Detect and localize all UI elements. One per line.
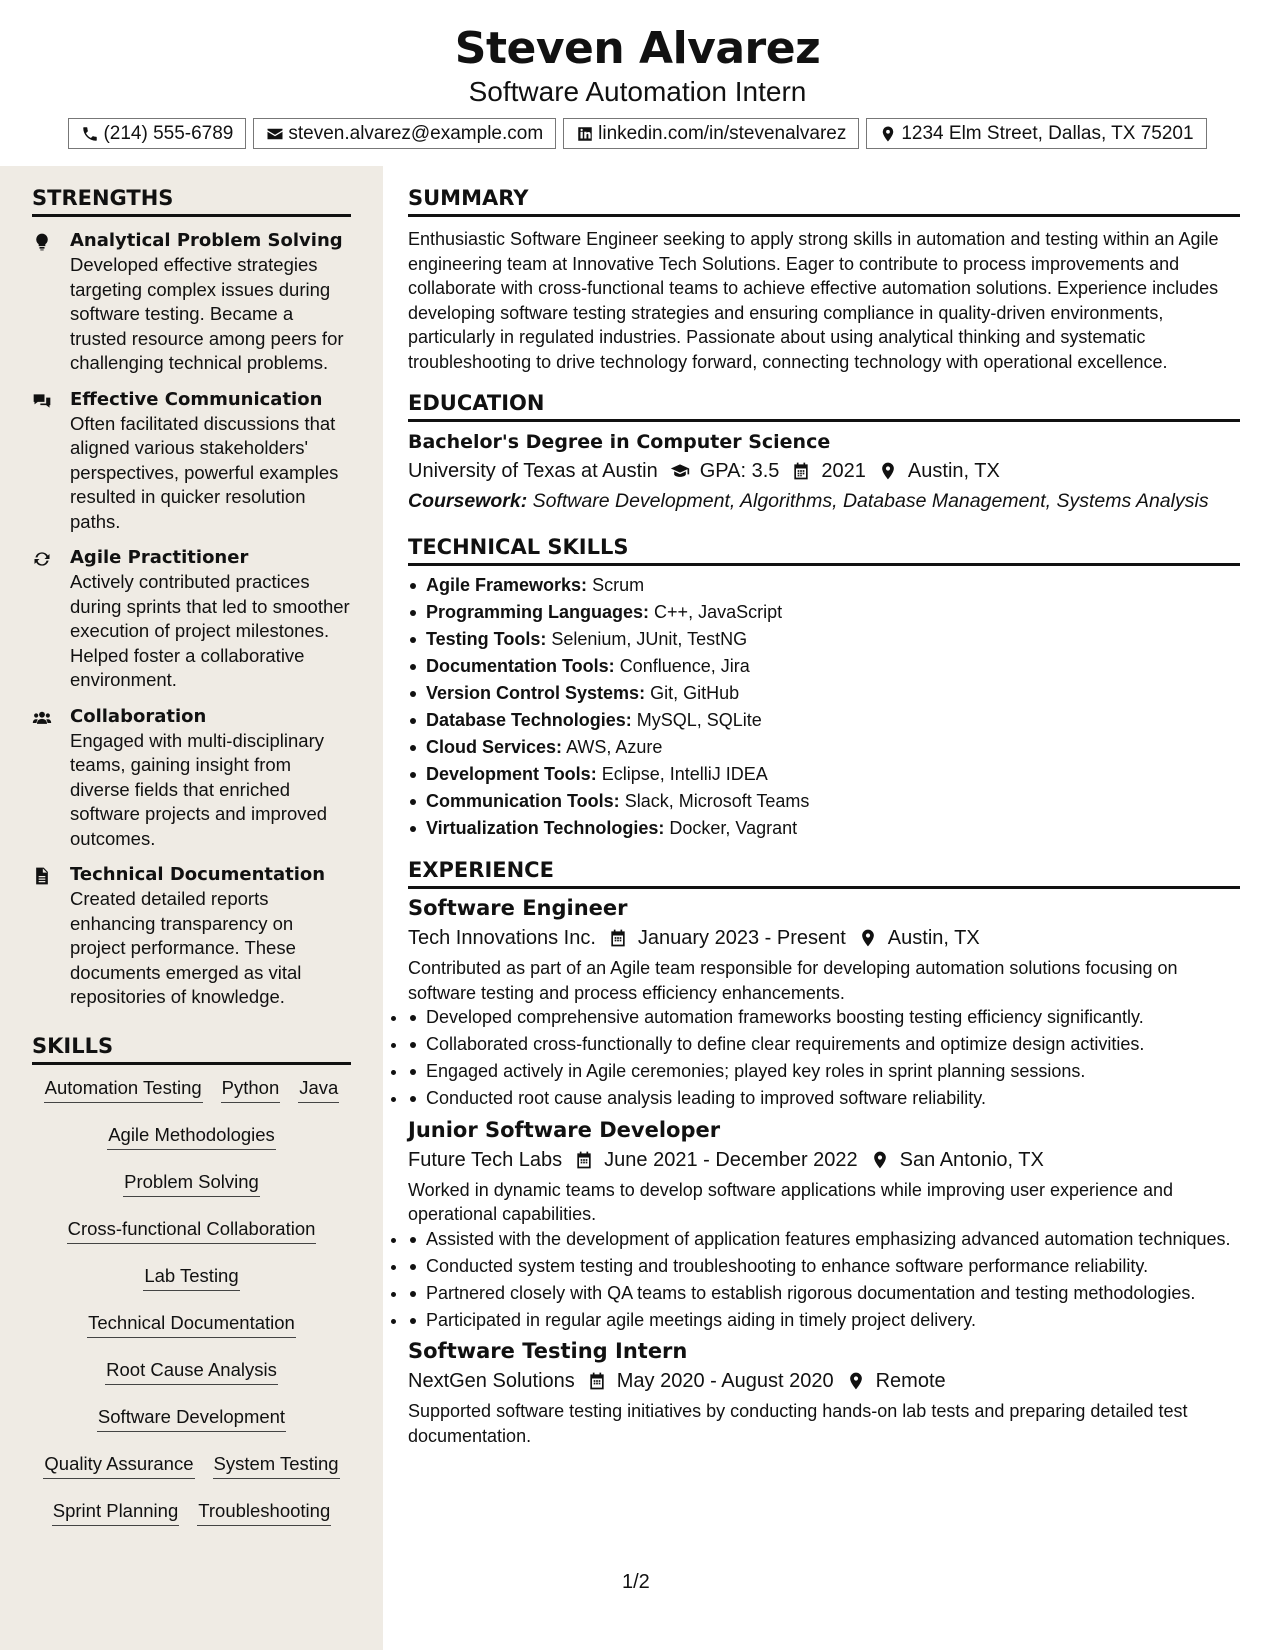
- strength-text: Created detailed reports enhancing transparency on project performance. These documents emerged as vital repositories of knowledge.: [70, 888, 302, 1007]
- graduation-cap-icon: [670, 461, 690, 481]
- strength-title: Technical Documentation: [70, 864, 326, 885]
- coursework-label: Coursework:: [408, 490, 528, 512]
- strength-item: [32, 388, 351, 535]
- list-item: [408, 788, 1240, 815]
- list-item: [408, 815, 1240, 842]
- skill-value: Scrum: [592, 575, 645, 595]
- coursework-list: Software Development, Algorithms, Database Management, Systems Analysis: [532, 490, 1209, 512]
- contact-linkedin[interactable]: [563, 118, 859, 149]
- job-meta: [408, 923, 1240, 953]
- skill-value: Docker, Vagrant: [669, 818, 798, 838]
- map-marker-icon: [879, 125, 897, 143]
- skill-chip: Root Cause Analysis: [105, 1357, 278, 1385]
- skill-label: Programming Languages:: [426, 602, 650, 622]
- strength-text: Often facilitated discussions that aligned various stakeholders' perspectives, powerful examples resulted in quicker resolution paths.: [70, 412, 339, 532]
- job-location: Remote: [875, 1370, 946, 1392]
- list-item: [408, 599, 1240, 626]
- map-marker-icon: [846, 1371, 866, 1391]
- job-bullets: [408, 1005, 1240, 1111]
- strengths-title: STRENGTHS: [32, 184, 351, 217]
- strength-item: [32, 863, 351, 1010]
- skill-value: C++, JavaScript: [654, 602, 783, 622]
- comments-icon: [32, 391, 52, 411]
- skill-value: Git, GitHub: [650, 683, 740, 703]
- sync-icon: [32, 549, 52, 569]
- strength-text: Engaged with multi-disciplinary teams, gaining insight from diverse fields that enriched software projects and improved outcomes.: [70, 729, 328, 849]
- technical-skills-section: [408, 533, 1240, 842]
- skill-chip: System Testing: [213, 1451, 340, 1479]
- document-icon: [32, 866, 52, 886]
- skill-chip: Technical Documentation: [87, 1310, 296, 1338]
- list-item: [408, 707, 1240, 734]
- calendar-icon: [587, 1371, 607, 1391]
- map-marker-icon: [858, 928, 878, 948]
- address-text: 1234 Elm Street, Dallas, TX 75201: [901, 122, 1194, 144]
- skill-chip: Troubleshooting: [197, 1498, 331, 1526]
- list-item: • Participated in regular agile meetings aiding in timely project delivery.: [408, 1308, 1240, 1333]
- skill-label: Virtualization Technologies:: [426, 818, 665, 838]
- strength-item: [32, 546, 351, 693]
- skill-value: Selenium, JUnit, TestNG: [551, 629, 748, 649]
- list-item: • Developed comprehensive automation frameworks boosting testing efficiency significantly.: [408, 1005, 1240, 1030]
- summary-title: SUMMARY: [408, 184, 1240, 217]
- phone-text: (214) 555-6789: [103, 122, 234, 144]
- education-meta: [408, 456, 1240, 486]
- school: University of Texas at Austin: [408, 460, 658, 482]
- calendar-icon: [608, 928, 628, 948]
- job-meta: [408, 1145, 1240, 1175]
- candidate-role: Software Automation Intern: [468, 76, 807, 107]
- job-bullets: [408, 1227, 1240, 1333]
- list-item: [408, 626, 1240, 653]
- strength-text: Developed effective strategies targeting complex issues during software testing. Became a trusted resource among peers for challenging technical problems.: [70, 254, 344, 373]
- skill-chip: Software Development: [97, 1404, 286, 1432]
- list-item: [408, 734, 1240, 761]
- job-dates: January 2023 - Present: [637, 927, 846, 949]
- skill-chip: Automation Testing: [44, 1075, 203, 1103]
- list-item: • Conducted system testing and troubleshooting to enhance software performance reliability.: [408, 1254, 1240, 1279]
- list-item: • Assisted with the development of application features emphasizing advanced automation techniques.: [408, 1227, 1240, 1252]
- map-marker-icon: [878, 461, 898, 481]
- strength-title: Analytical Problem Solving: [70, 230, 343, 251]
- contact-phone[interactable]: [68, 118, 246, 149]
- skill-chip: Lab Testing: [143, 1263, 239, 1291]
- skill-label: Version Control Systems:: [426, 683, 646, 703]
- experience-section: [408, 856, 1240, 1448]
- skill-value: Eclipse, IntelliJ IDEA: [601, 764, 768, 784]
- main-column: [408, 166, 1240, 1448]
- linkedin-icon: [576, 125, 594, 143]
- skill-label: Development Tools:: [426, 764, 597, 784]
- school-location: Austin, TX: [907, 460, 1000, 482]
- linkedin-text: linkedin.com/in/stevenalvarez: [598, 122, 847, 144]
- list-item: • Partnered closely with QA teams to establish rigorous documentation and testing methodologies.: [408, 1281, 1240, 1306]
- education-title: EDUCATION: [408, 389, 1240, 422]
- job-description: Worked in dynamic teams to develop software applications while improving user experience and operational capabilities.: [408, 1179, 1174, 1224]
- job-entry: [408, 1115, 1240, 1333]
- envelope-icon: [266, 125, 284, 143]
- job-dates: May 2020 - August 2020: [616, 1370, 834, 1392]
- strength-title: Effective Communication: [70, 388, 323, 410]
- phone-icon: [81, 125, 99, 143]
- list-item: [408, 680, 1240, 707]
- strength-title: Collaboration: [70, 705, 207, 727]
- strength-title: Agile Practitioner: [70, 547, 249, 568]
- list-item: • Conducted root cause analysis leading to improved software reliability.: [408, 1086, 1240, 1111]
- job-dates: June 2021 - December 2022: [604, 1148, 858, 1171]
- job-location: Austin, TX: [887, 927, 980, 949]
- job-location: San Antonio, TX: [899, 1148, 1044, 1171]
- skill-label: Communication Tools:: [426, 791, 620, 811]
- company: NextGen Solutions: [408, 1370, 575, 1392]
- skill-value: AWS, Azure: [566, 737, 663, 757]
- skill-chip: Python: [221, 1075, 281, 1103]
- summary-section: [408, 184, 1240, 374]
- lightbulb-icon: [32, 232, 52, 252]
- list-item: • Collaborated cross-functionally to define clear requirements and optimize design activities.: [408, 1032, 1240, 1057]
- technical-skills-list: [408, 572, 1240, 842]
- calendar-icon: [574, 1150, 594, 1170]
- job-title: Software Engineer: [408, 896, 628, 920]
- skills-list: [32, 1075, 351, 1545]
- company: Tech Innovations Inc.: [408, 927, 596, 949]
- skill-label: Documentation Tools:: [426, 656, 615, 676]
- job-description: Supported software testing initiatives by conducting hands-on lab tests and preparing detailed test documentation.: [408, 1401, 1188, 1446]
- resume-header: [0, 0, 1275, 149]
- strength-text: Actively contributed practices during sprints that led to smoother execution of project milestones. Helped foster a collaborative environment.: [70, 571, 350, 690]
- technical-skills-title: TECHNICAL SKILLS: [408, 533, 1240, 566]
- job-meta: [408, 1366, 1240, 1396]
- job-description: Contributed as part of an Agile team responsible for developing automation solutions focusing on software testing and process efficiency enhancements.: [408, 958, 1178, 1003]
- skill-chip: Sprint Planning: [52, 1498, 179, 1526]
- skill-value: MySQL, SQLite: [636, 710, 762, 730]
- summary-text: Enthusiastic Software Engineer seeking to apply strong skills in automation and testing within an Agile engineering team at Innovative Tech Solutions. Eager to contribute to process improvements and collaborate with cross-functional teams to achieve effective automation solutions. Experience includes developing software testing strategies and ensuring compliance in quality-driven environments, particularly in regulated industries. Passionate about using analytical thinking and systematic troubleshooting to drive technology forward, connecting technology with operational excellence.: [408, 229, 1219, 372]
- experience-title: EXPERIENCE: [408, 856, 1240, 889]
- candidate-name: Steven Alvarez: [454, 23, 821, 74]
- job-entry: [408, 893, 1240, 1111]
- contact-email[interactable]: [253, 118, 556, 149]
- skill-chip: Quality Assurance: [43, 1451, 194, 1479]
- skill-chip: Agile Methodologies: [107, 1122, 276, 1150]
- skill-value: Slack, Microsoft Teams: [624, 791, 810, 811]
- skill-label: Agile Frameworks:: [426, 575, 588, 595]
- contact-address[interactable]: [866, 118, 1206, 149]
- calendar-icon: [791, 461, 811, 481]
- job-title: Junior Software Developer: [408, 1117, 721, 1142]
- coursework: [408, 486, 1240, 516]
- skills-section: [32, 1032, 351, 1545]
- strength-item: [32, 229, 351, 376]
- page-number: 1/2: [622, 1571, 650, 1593]
- company: Future Tech Labs: [408, 1148, 563, 1171]
- users-icon: [32, 708, 52, 728]
- skill-chip: Java: [298, 1075, 339, 1103]
- skill-value: Confluence, Jira: [619, 656, 750, 676]
- skill-chip: Problem Solving: [123, 1169, 260, 1197]
- skill-label: Testing Tools:: [426, 629, 547, 649]
- list-item: [408, 761, 1240, 788]
- skills-title: SKILLS: [32, 1032, 351, 1065]
- grad-year: 2021: [821, 460, 866, 482]
- gpa: GPA: 3.5: [699, 460, 780, 482]
- job-entry: [408, 1336, 1240, 1448]
- email-text: steven.alvarez@example.com: [288, 122, 544, 144]
- strength-item: [32, 705, 351, 852]
- list-item: [408, 653, 1240, 680]
- resume-body: [0, 166, 1275, 1650]
- list-item: [408, 572, 1240, 599]
- skill-label: Database Technologies:: [426, 710, 632, 730]
- job-title: Software Testing Intern: [408, 1339, 688, 1363]
- skill-label: Cloud Services:: [426, 737, 563, 757]
- skill-chip: Cross-functional Collaboration: [67, 1216, 317, 1244]
- education-section: [408, 389, 1240, 516]
- degree: Bachelor's Degree in Computer Science: [408, 431, 831, 453]
- map-marker-icon: [870, 1150, 890, 1170]
- sidebar: [0, 166, 383, 1650]
- contact-bar: [0, 118, 1275, 149]
- list-item: • Engaged actively in Agile ceremonies; played key roles in sprint planning sessions.: [408, 1059, 1240, 1084]
